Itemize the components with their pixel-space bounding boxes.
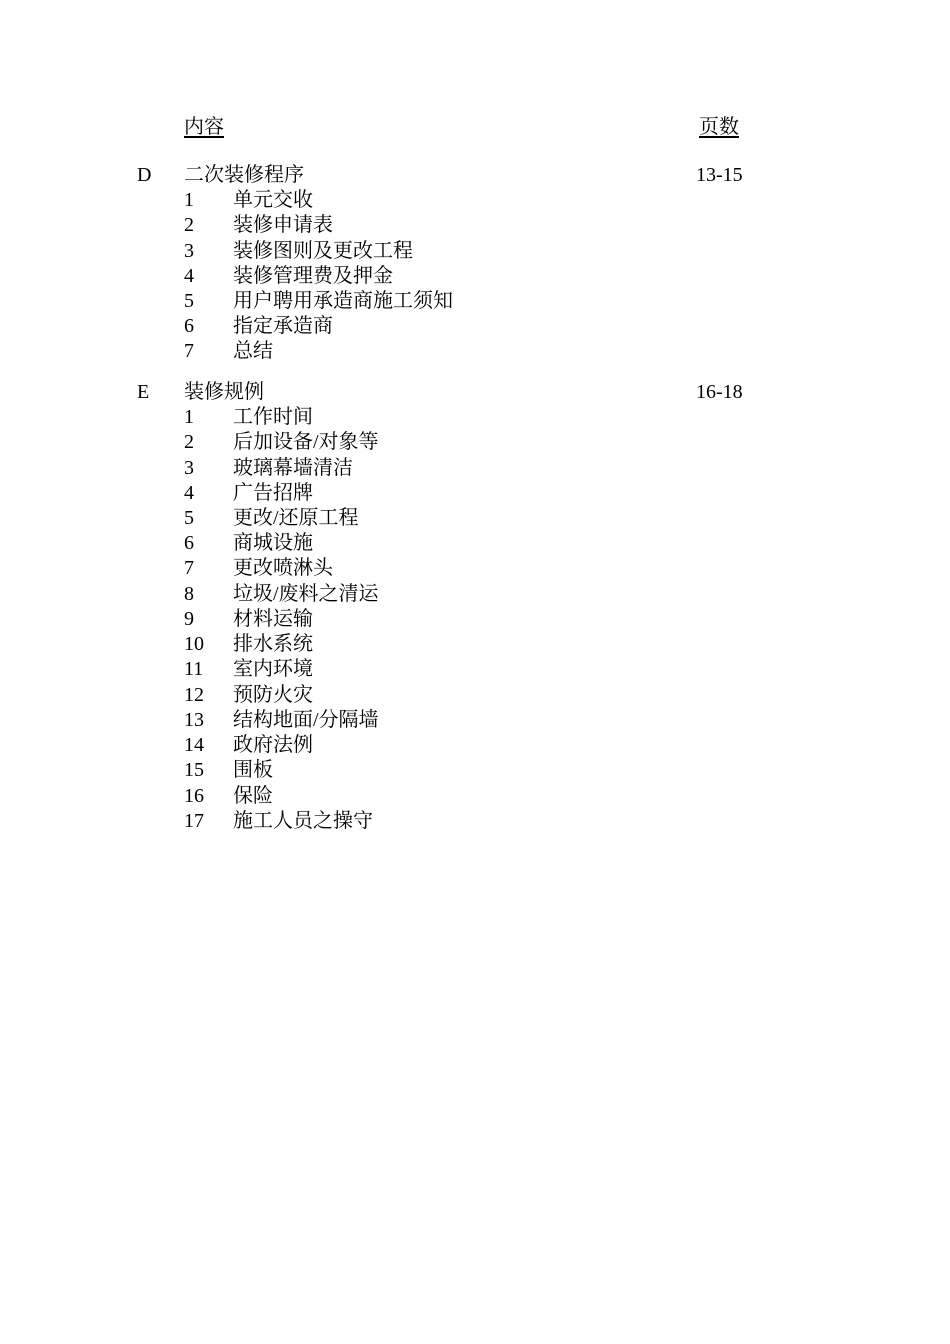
item-title: 保险 <box>233 785 273 807</box>
item-title: 装修管理费及押金 <box>233 265 393 287</box>
item-title: 排水系统 <box>233 633 313 655</box>
pages-column-header: 页数 <box>699 116 739 138</box>
item-title: 广告招牌 <box>233 482 313 504</box>
item-title: 装修申请表 <box>233 214 333 236</box>
section-title: 装修规例 <box>184 381 264 403</box>
item-number: 9 <box>184 608 194 630</box>
item-number: 1 <box>184 406 194 428</box>
item-title: 用户聘用承造商施工须知 <box>233 290 453 312</box>
item-title: 单元交收 <box>233 189 313 211</box>
item-number: 16 <box>184 785 204 807</box>
item-number: 3 <box>184 457 194 479</box>
item-number: 3 <box>184 240 194 262</box>
item-title: 室内环境 <box>233 658 313 680</box>
item-title: 更改/还原工程 <box>233 507 359 529</box>
item-number: 13 <box>184 709 204 731</box>
item-title: 装修图则及更改工程 <box>233 240 413 262</box>
item-title: 围板 <box>233 759 273 781</box>
item-title: 政府法例 <box>233 734 313 756</box>
item-number: 8 <box>184 583 194 605</box>
item-number: 11 <box>184 658 204 680</box>
item-title: 指定承造商 <box>233 315 333 337</box>
item-title: 总结 <box>233 340 273 362</box>
section-letter: E <box>137 381 150 403</box>
item-number: 2 <box>184 214 194 236</box>
item-number: 17 <box>184 810 204 832</box>
item-number: 2 <box>184 431 194 453</box>
item-title: 玻璃幕墙清洁 <box>233 457 353 479</box>
item-title: 工作时间 <box>233 406 313 428</box>
item-number: 4 <box>184 265 194 287</box>
item-number: 14 <box>184 734 204 756</box>
item-title: 施工人员之操守 <box>233 810 373 832</box>
item-number: 6 <box>184 532 194 554</box>
section-page-range: 16-18 <box>696 381 743 403</box>
item-number: 7 <box>184 557 194 579</box>
item-number: 4 <box>184 482 194 504</box>
content-column-header: 内容 <box>184 116 224 138</box>
item-title: 材料运输 <box>233 608 313 630</box>
section-letter: D <box>137 164 152 186</box>
item-title: 结构地面/分隔墙 <box>233 709 379 731</box>
item-number: 6 <box>184 315 194 337</box>
item-title: 后加设备/对象等 <box>233 431 379 453</box>
section-title: 二次装修程序 <box>184 164 304 186</box>
item-number: 1 <box>184 189 194 211</box>
item-title: 垃圾/废料之清运 <box>233 583 379 605</box>
section-page-range: 13-15 <box>696 164 743 186</box>
item-number: 15 <box>184 759 204 781</box>
item-number: 12 <box>184 684 204 706</box>
item-title: 商城设施 <box>233 532 313 554</box>
item-number: 5 <box>184 507 194 529</box>
item-title: 更改喷淋头 <box>233 557 333 579</box>
item-number: 10 <box>184 633 204 655</box>
item-number: 7 <box>184 340 194 362</box>
item-title: 预防火灾 <box>233 684 313 706</box>
item-number: 5 <box>184 290 194 312</box>
